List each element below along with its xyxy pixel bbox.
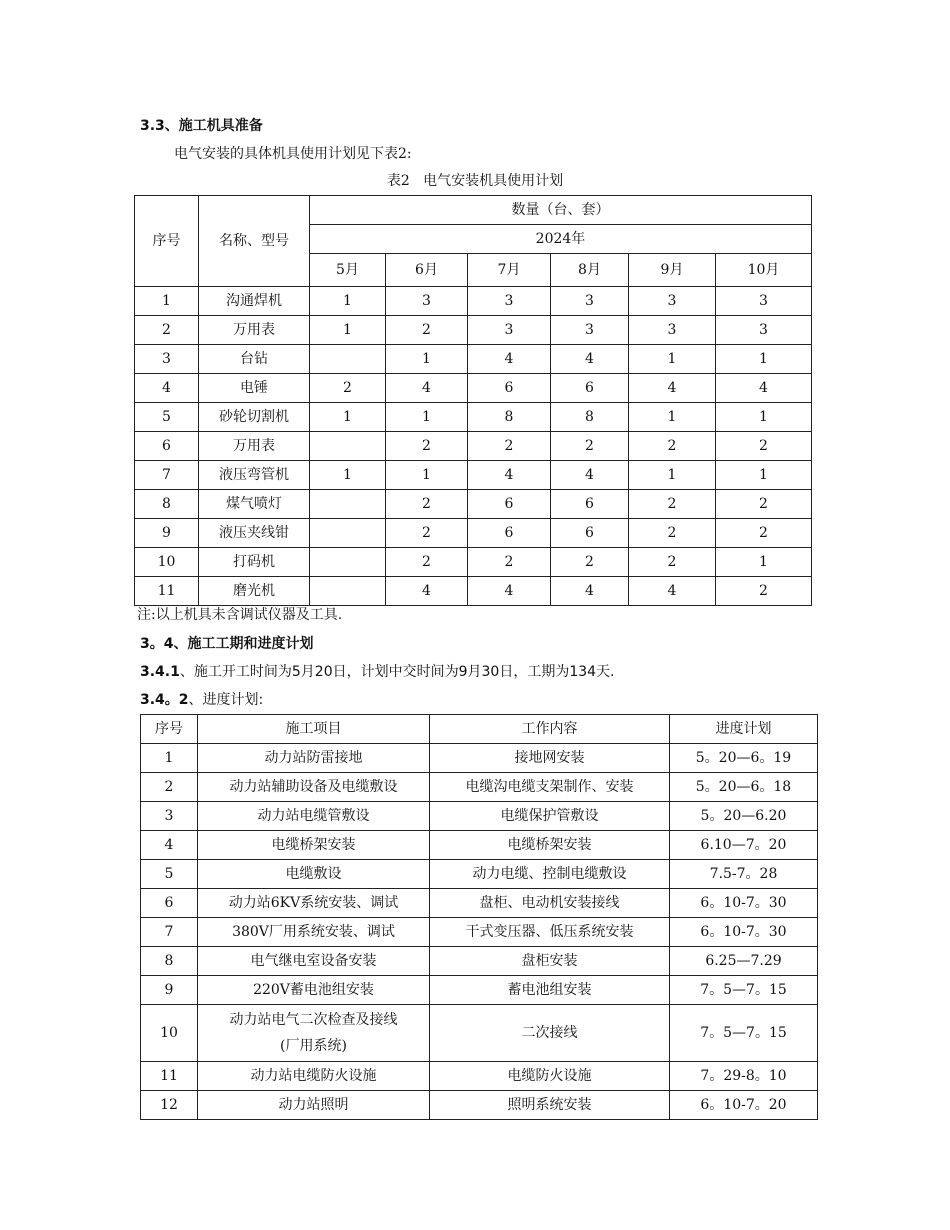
row-qty-cell: 4 — [386, 577, 468, 606]
row-seq: 5 — [141, 860, 198, 889]
row-content: 电缆桥架安装 — [430, 831, 670, 860]
row-qty-cell: 3 — [386, 287, 468, 316]
row-qty-cell: 3 — [629, 287, 716, 316]
row-plan: 7。29-8。10 — [670, 1062, 818, 1091]
table-row — [141, 1062, 818, 1091]
row-item-line: 电气继电室设备安装 — [250, 953, 377, 969]
row-equipment-name: 沟通焊机 — [199, 287, 310, 316]
row-qty-cell: 6 — [468, 490, 551, 519]
row-qty-cell — [310, 432, 386, 461]
row-equipment-name: 台钻 — [199, 345, 310, 374]
section-3-4-1-paragraph — [140, 661, 615, 681]
equipment-plan-table — [134, 195, 812, 606]
row-item-line: 动力站电缆防火设施 — [250, 1068, 377, 1084]
row-qty-cell: 2 — [551, 432, 629, 461]
row-plan: 6。10-7。30 — [670, 918, 818, 947]
row-item — [198, 744, 430, 773]
row-qty-cell: 8 — [551, 403, 629, 432]
header-seq: 序号 — [141, 715, 198, 744]
row-seq: 7 — [135, 461, 199, 490]
section-3-4-heading: 3。4、施工工期和进度计划 — [140, 636, 314, 652]
row-plan: 7。5—7。15 — [670, 976, 818, 1005]
table-2-title: 表2 电气安装机具使用计划 — [386, 173, 564, 189]
row-qty-cell: 8 — [468, 403, 551, 432]
header-seq: 序号 — [135, 196, 199, 287]
table-row — [141, 889, 818, 918]
row-seq: 9 — [141, 976, 198, 1005]
row-item-line: 电缆敷设 — [285, 866, 342, 882]
row-qty-cell: 2 — [468, 548, 551, 577]
row-qty-cell: 6 — [468, 374, 551, 403]
header-item: 施工项目 — [198, 715, 430, 744]
row-item — [198, 773, 430, 802]
row-plan: 5。20—6。19 — [670, 744, 818, 773]
row-seq: 6 — [135, 432, 199, 461]
para-number: 3.4.1 — [140, 664, 180, 680]
row-content: 蓄电池组安装 — [430, 976, 670, 1005]
row-qty-cell: 4 — [629, 577, 716, 606]
table-row — [135, 519, 812, 548]
row-qty-cell: 2 — [386, 519, 468, 548]
row-equipment-name: 液压弯管机 — [199, 461, 310, 490]
row-qty-cell — [310, 548, 386, 577]
row-item — [198, 976, 430, 1005]
row-qty-cell: 4 — [716, 374, 812, 403]
header-month: 8月 — [551, 254, 629, 287]
row-qty-cell: 1 — [629, 345, 716, 374]
row-qty-cell: 3 — [551, 287, 629, 316]
row-seq: 10 — [141, 1005, 198, 1062]
row-content: 二次接线 — [430, 1005, 670, 1062]
row-qty-cell: 2 — [629, 519, 716, 548]
row-qty-cell: 1 — [629, 403, 716, 432]
row-seq: 6 — [141, 889, 198, 918]
row-item-line: 动力站电缆管敷设 — [257, 808, 370, 824]
row-qty-cell: 1 — [629, 461, 716, 490]
row-qty-cell: 1 — [386, 403, 468, 432]
table-row — [135, 316, 812, 345]
row-seq: 4 — [141, 831, 198, 860]
row-item — [198, 1091, 430, 1120]
table-row — [141, 860, 818, 889]
row-qty-cell — [310, 490, 386, 519]
row-item-line: 动力站照明 — [278, 1097, 349, 1113]
row-qty-cell: 1 — [310, 287, 386, 316]
row-content: 动力电缆、控制电缆敷设 — [430, 860, 670, 889]
table-row — [135, 403, 812, 432]
row-item — [198, 1062, 430, 1091]
row-equipment-name: 万用表 — [199, 316, 310, 345]
table-row — [135, 490, 812, 519]
row-qty-cell: 4 — [468, 461, 551, 490]
header-plan: 进度计划 — [670, 715, 818, 744]
row-item — [198, 918, 430, 947]
header-month: 5月 — [310, 254, 386, 287]
row-qty-cell: 4 — [468, 345, 551, 374]
row-qty-cell: 2 — [386, 432, 468, 461]
row-seq: 2 — [135, 316, 199, 345]
row-qty-cell: 2 — [386, 490, 468, 519]
row-plan: 6。10-7。30 — [670, 889, 818, 918]
table-2-note: 注:以上机具未含调试仪器及工具. — [137, 607, 343, 623]
table-row — [135, 345, 812, 374]
header-name: 名称、型号 — [199, 196, 310, 287]
row-seq: 5 — [135, 403, 199, 432]
row-content: 电缆沟电缆支架制作、安装 — [430, 773, 670, 802]
row-qty-cell: 6 — [551, 490, 629, 519]
table-row — [141, 802, 818, 831]
row-plan: 7。5—7。15 — [670, 1005, 818, 1062]
row-equipment-name: 煤气喷灯 — [199, 490, 310, 519]
section-3-3-intro: 电气安装的具体机具使用计划见下表2: — [174, 146, 412, 162]
row-qty-cell: 3 — [468, 316, 551, 345]
row-qty-cell — [310, 519, 386, 548]
row-qty-cell — [310, 577, 386, 606]
row-content: 电缆防火设施 — [430, 1062, 670, 1091]
table-row — [141, 773, 818, 802]
row-seq: 1 — [135, 287, 199, 316]
row-seq: 3 — [141, 802, 198, 831]
row-seq: 12 — [141, 1091, 198, 1120]
section-3-3-heading: 3.3、施工机具准备 — [140, 118, 263, 134]
table-row — [141, 831, 818, 860]
header-content: 工作内容 — [430, 715, 670, 744]
header-month: 9月 — [629, 254, 716, 287]
row-content: 干式变压器、低压系统安装 — [430, 918, 670, 947]
para-text: 、进度计划: — [188, 692, 264, 708]
row-item — [198, 831, 430, 860]
row-item-line-2: (厂用系统) — [280, 1038, 347, 1054]
row-item — [198, 889, 430, 918]
row-equipment-name: 液压夹线钳 — [199, 519, 310, 548]
header-qty: 数量（台、套） — [310, 196, 812, 225]
row-qty-cell: 1 — [716, 548, 812, 577]
row-qty-cell: 1 — [310, 316, 386, 345]
row-plan: 5。20—6。18 — [670, 773, 818, 802]
row-seq: 9 — [135, 519, 199, 548]
row-qty-cell: 2 — [468, 432, 551, 461]
row-item-line: 电缆桥架安装 — [271, 837, 356, 853]
row-seq: 10 — [135, 548, 199, 577]
row-qty-cell: 4 — [551, 577, 629, 606]
table-row — [135, 461, 812, 490]
header-year: 2024年 — [310, 225, 812, 254]
table-row — [141, 918, 818, 947]
row-content: 接地网安装 — [430, 744, 670, 773]
table-row — [135, 548, 812, 577]
row-qty-cell: 2 — [551, 548, 629, 577]
row-qty-cell: 3 — [629, 316, 716, 345]
table-row — [135, 432, 812, 461]
row-seq: 8 — [135, 490, 199, 519]
row-qty-cell: 3 — [551, 316, 629, 345]
row-qty-cell: 2 — [716, 490, 812, 519]
header-month: 6月 — [386, 254, 468, 287]
row-plan: 7.5-7。28 — [670, 860, 818, 889]
row-plan: 6。10-7。20 — [670, 1091, 818, 1120]
table-row — [141, 744, 818, 773]
row-qty-cell: 6 — [468, 519, 551, 548]
row-item-line: 动力站防雷接地 — [264, 750, 363, 766]
table-row — [141, 1005, 818, 1062]
row-seq: 3 — [135, 345, 199, 374]
row-qty-cell: 4 — [386, 374, 468, 403]
row-content: 盘柜安装 — [430, 947, 670, 976]
row-item-line: 220V蓄电池组安装 — [253, 982, 374, 998]
row-qty-cell: 1 — [310, 461, 386, 490]
row-item — [198, 802, 430, 831]
table-row — [135, 374, 812, 403]
row-qty-cell: 4 — [551, 461, 629, 490]
row-item-line: 380V厂用系统安装、调试 — [232, 924, 395, 940]
para-number: 3.4。2 — [140, 692, 189, 708]
row-qty-cell: 6 — [551, 374, 629, 403]
row-qty-cell — [310, 345, 386, 374]
row-content: 照明系统安装 — [430, 1091, 670, 1120]
row-qty-cell: 3 — [468, 287, 551, 316]
row-seq: 11 — [135, 577, 199, 606]
row-content: 电缆保护管敷设 — [430, 802, 670, 831]
row-equipment-name: 磨光机 — [199, 577, 310, 606]
row-seq: 7 — [141, 918, 198, 947]
row-plan: 6.25—7.29 — [670, 947, 818, 976]
row-content: 盘柜、电动机安装接线 — [430, 889, 670, 918]
schedule-table — [140, 714, 818, 1120]
table-row — [135, 577, 812, 606]
row-qty-cell: 4 — [468, 577, 551, 606]
row-equipment-name: 打码机 — [199, 548, 310, 577]
row-qty-cell: 2 — [716, 519, 812, 548]
row-item-line: 动力站辅助设备及电缆敷设 — [229, 779, 398, 795]
row-qty-cell: 2 — [716, 432, 812, 461]
row-qty-cell: 2 — [386, 548, 468, 577]
para-text: 、施工开工时间为5月20日，计划中交时间为9月30日，工期为134天. — [179, 664, 615, 680]
row-seq: 2 — [141, 773, 198, 802]
row-qty-cell: 1 — [386, 461, 468, 490]
row-qty-cell: 6 — [551, 519, 629, 548]
table-row — [141, 1091, 818, 1120]
row-qty-cell: 2 — [716, 577, 812, 606]
table-row — [135, 287, 812, 316]
row-qty-cell: 3 — [716, 316, 812, 345]
row-qty-cell: 2 — [629, 432, 716, 461]
row-equipment-name: 砂轮切割机 — [199, 403, 310, 432]
row-qty-cell: 1 — [386, 345, 468, 374]
row-qty-cell: 2 — [629, 490, 716, 519]
row-item — [198, 860, 430, 889]
row-qty-cell: 1 — [716, 461, 812, 490]
row-qty-cell: 2 — [310, 374, 386, 403]
row-plan: 6.10—7。20 — [670, 831, 818, 860]
row-seq: 11 — [141, 1062, 198, 1091]
row-seq: 8 — [141, 947, 198, 976]
row-equipment-name: 电锤 — [199, 374, 310, 403]
row-equipment-name: 万用表 — [199, 432, 310, 461]
row-item-line: 动力站6KV系统安装、调试 — [228, 895, 399, 911]
row-qty-cell: 4 — [551, 345, 629, 374]
row-qty-cell: 3 — [716, 287, 812, 316]
row-item — [198, 1005, 430, 1062]
row-qty-cell: 1 — [716, 345, 812, 374]
row-item-line: 动力站电气二次检查及接线 — [229, 1012, 398, 1028]
row-qty-cell: 1 — [310, 403, 386, 432]
row-qty-cell: 2 — [629, 548, 716, 577]
section-3-4-2-paragraph — [140, 689, 263, 709]
row-seq: 4 — [135, 374, 199, 403]
row-seq: 1 — [141, 744, 198, 773]
table-row — [141, 947, 818, 976]
header-month: 10月 — [716, 254, 812, 287]
row-qty-cell: 4 — [629, 374, 716, 403]
row-qty-cell: 2 — [386, 316, 468, 345]
row-qty-cell: 1 — [716, 403, 812, 432]
table-row — [141, 976, 818, 1005]
row-item — [198, 947, 430, 976]
header-month: 7月 — [468, 254, 551, 287]
row-plan: 5。20—6.20 — [670, 802, 818, 831]
